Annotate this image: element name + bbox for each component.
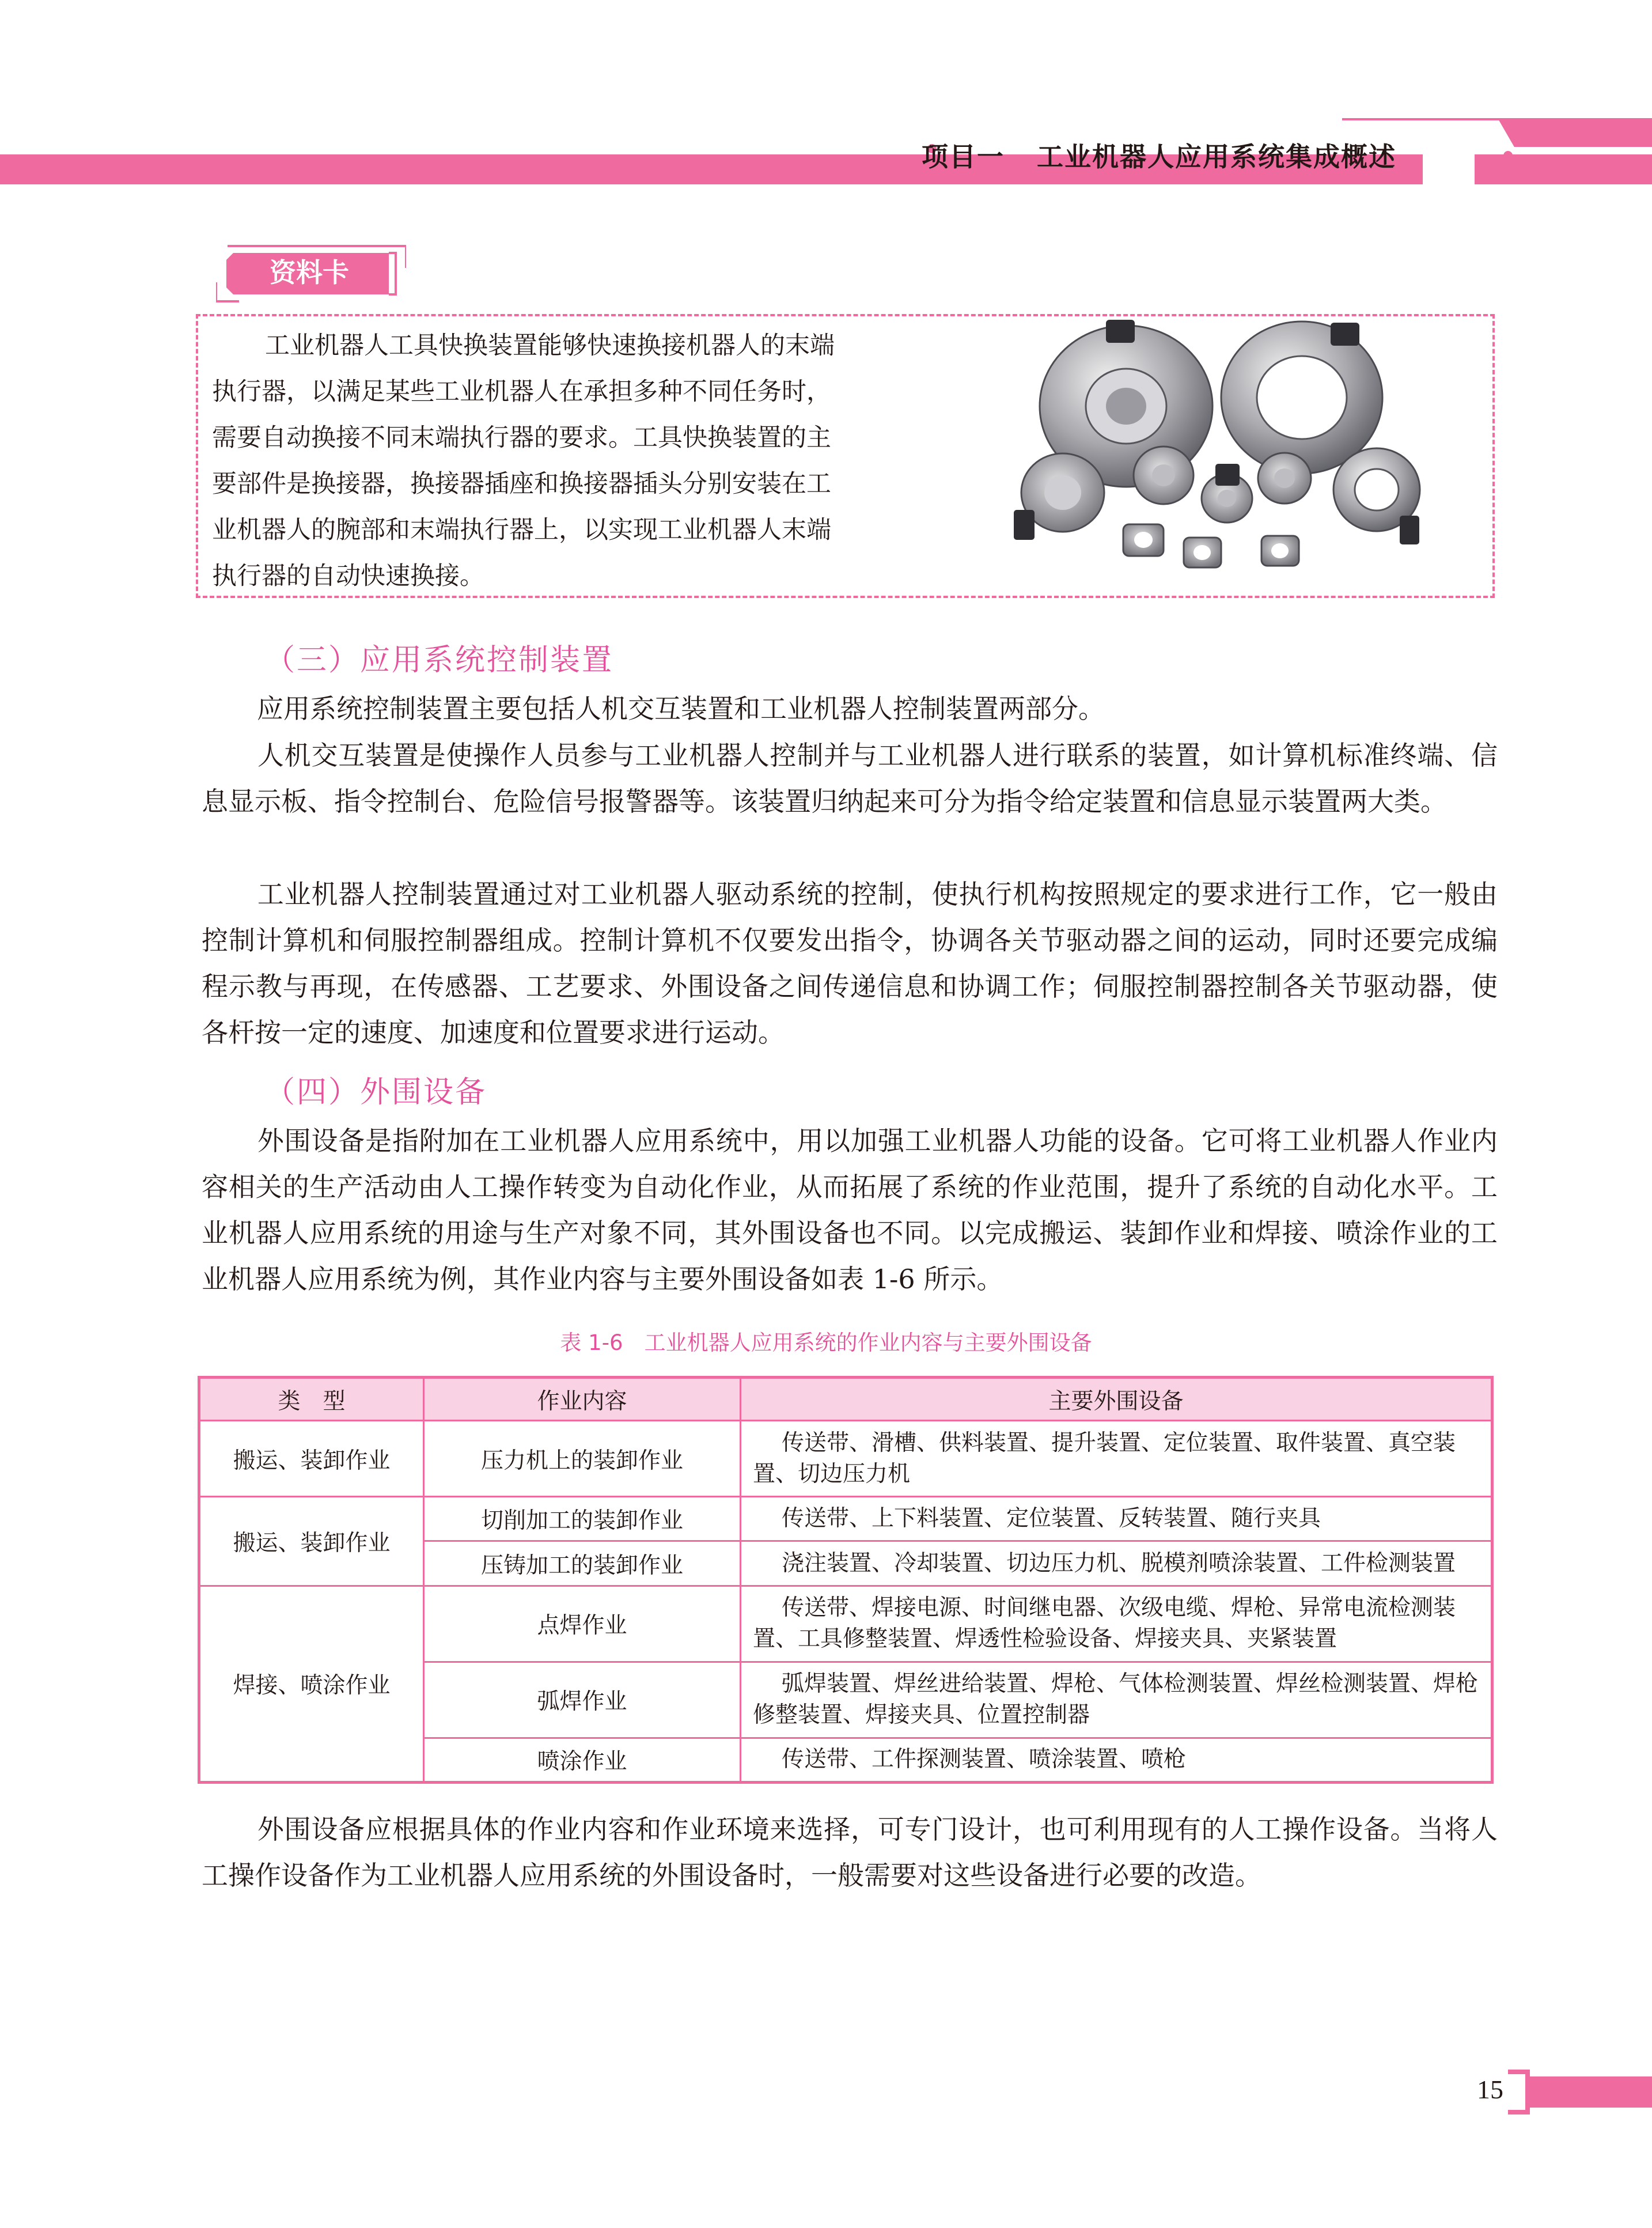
paragraph: 应用系统控制装置主要包括人机交互装置和工业机器人控制装置两部分。 xyxy=(257,693,1105,724)
table-cell-type: 搬运、装卸作业 xyxy=(199,1421,424,1497)
table-cell-content: 弧焊作业 xyxy=(424,1662,741,1738)
info-card-line: 需要自动换接不同末端执行器的要求。工具快换装置的主 xyxy=(212,423,831,452)
header-band-right xyxy=(1475,154,1652,184)
equipment-table xyxy=(198,1376,1494,1784)
info-card-line: 要部件是换接器，换接器插座和换接器插头分别安装在工 xyxy=(212,470,831,498)
table-row xyxy=(199,1586,1492,1662)
header-tab-shape xyxy=(1498,118,1652,147)
info-card-line: 执行器，以满足某些工业机器人在承担多种不同任务时， xyxy=(212,377,831,406)
table-caption: 表 1-6 工业机器人应用系统的作业内容与主要外围设备 xyxy=(560,1330,1092,1355)
table-cell-content: 压力机上的装卸作业 xyxy=(424,1421,741,1497)
badge-frame-icon xyxy=(216,245,406,302)
info-card-text xyxy=(212,323,938,599)
table-cell-equipment: 传送带、滑槽、供料装置、提升装置、定位装置、取件装置、真空装置、切边压力机 xyxy=(741,1421,1492,1497)
table-cell-content: 点焊作业 xyxy=(424,1586,741,1662)
info-card-line: 业机器人的腕部和末端执行器上，以实现工业机器人末端 xyxy=(212,516,831,544)
table-cell-equipment: 传送带、工件探测装置、喷涂装置、喷枪 xyxy=(741,1738,1492,1782)
paragraph: 外围设备是指附加在工业机器人应用系统中，用以加强工业机器人功能的设备。它可将工业机器人作业内容相关的生产活动由人工操作转变为自动化作业，从而拓展了系统的作业范围，提升了系统的自动化水平。工业机器人应用系统的用途与生产对象不同，其外围设备也不同。以完成搬运、装卸作业和焊接、喷涂作业的工业机器人应用系统为例，其作业内容与主要外围设备如表 1-6 所示。 xyxy=(202,1125,1498,1295)
table-cell-content: 喷涂作业 xyxy=(424,1738,741,1782)
table-header: 主要外围设备 xyxy=(741,1378,1492,1421)
table-cell-type: 焊接、喷涂作业 xyxy=(199,1586,424,1782)
table-cell-equipment: 弧焊装置、焊丝进给装置、焊枪、气体检测装置、焊丝检测装置、焊枪修整装置、焊接夹具、位置控制器 xyxy=(741,1662,1492,1738)
header-dot-right xyxy=(1503,151,1513,160)
page-number-tab xyxy=(1505,2070,1652,2114)
info-card-line: 工业机器人工具快换装置能够快速换接机器人的末端 xyxy=(265,331,835,360)
header-rule xyxy=(1342,118,1515,120)
table-header-row xyxy=(199,1378,1492,1421)
table-header: 作业内容 xyxy=(424,1378,741,1421)
table-cell-content: 压铸加工的装卸作业 xyxy=(424,1541,741,1586)
table-cell-type: 搬运、装卸作业 xyxy=(199,1497,424,1586)
info-card-line: 执行器的自动快速换接。 xyxy=(212,562,484,591)
info-card-badge xyxy=(216,245,406,302)
table-row xyxy=(199,1421,1492,1497)
section-title-peripheral: （四）外围设备 xyxy=(265,1075,487,1110)
table-cell-equipment: 浇注装置、冷却装置、切边压力机、脱模剂喷涂装置、工件检测装置 xyxy=(741,1541,1492,1586)
running-header xyxy=(922,136,1498,176)
table-header: 类 型 xyxy=(199,1378,424,1421)
page-number: 15 xyxy=(1477,2075,1503,2104)
paragraph: 外围设备应根据具体的作业内容和作业环境来选择，可专门设计，也可利用现有的人工操作设备。当将人工操作设备作为工业机器人应用系统的外围设备时，一般需要对这些设备进行必要的改造。 xyxy=(202,1814,1498,1891)
table-cell-equipment: 传送带、焊接电源、时间继电器、次级电缆、焊枪、异常电流检测装置、工具修整装置、焊透性检验设备、焊接夹具、夹紧装置 xyxy=(741,1586,1492,1662)
paragraph: 人机交互装置是使操作人员参与工业机器人控制并与工业机器人进行联系的装置，如计算机标准终端、信息显示板、指令控制台、危险信号报警器等。该装置归纳起来可分为指令给定装置和信息显示装置两大类。 xyxy=(202,740,1498,817)
table-cell-equipment: 传送带、上下料装置、定位装置、反转装置、随行夹具 xyxy=(741,1497,1492,1541)
section-title-control: （三）应用系统控制装置 xyxy=(265,643,614,678)
project-label: 项目一 xyxy=(922,141,1005,172)
table-row xyxy=(199,1497,1492,1541)
badge-label: 资料卡 xyxy=(270,257,349,288)
paragraph: 工业机器人控制装置通过对工业机器人驱动系统的控制，使执行机构按照规定的要求进行工作，它一般由控制计算机和伺服控制器组成。控制计算机不仅要发出指令，协调各关节驱动器之间的运动，同时还要完成编程示教与再现，在传感器、工艺要求、外围设备之间传递信息和协调工作；伺服控制器控制各关节驱动器，使各杆按一定的速度、加速度和位置要求进行运动。 xyxy=(202,879,1498,1048)
tool-changer-image xyxy=(1008,320,1446,588)
chapter-title: 工业机器人应用系统集成概述 xyxy=(1037,141,1396,172)
table-cell-content: 切削加工的装卸作业 xyxy=(424,1497,741,1541)
